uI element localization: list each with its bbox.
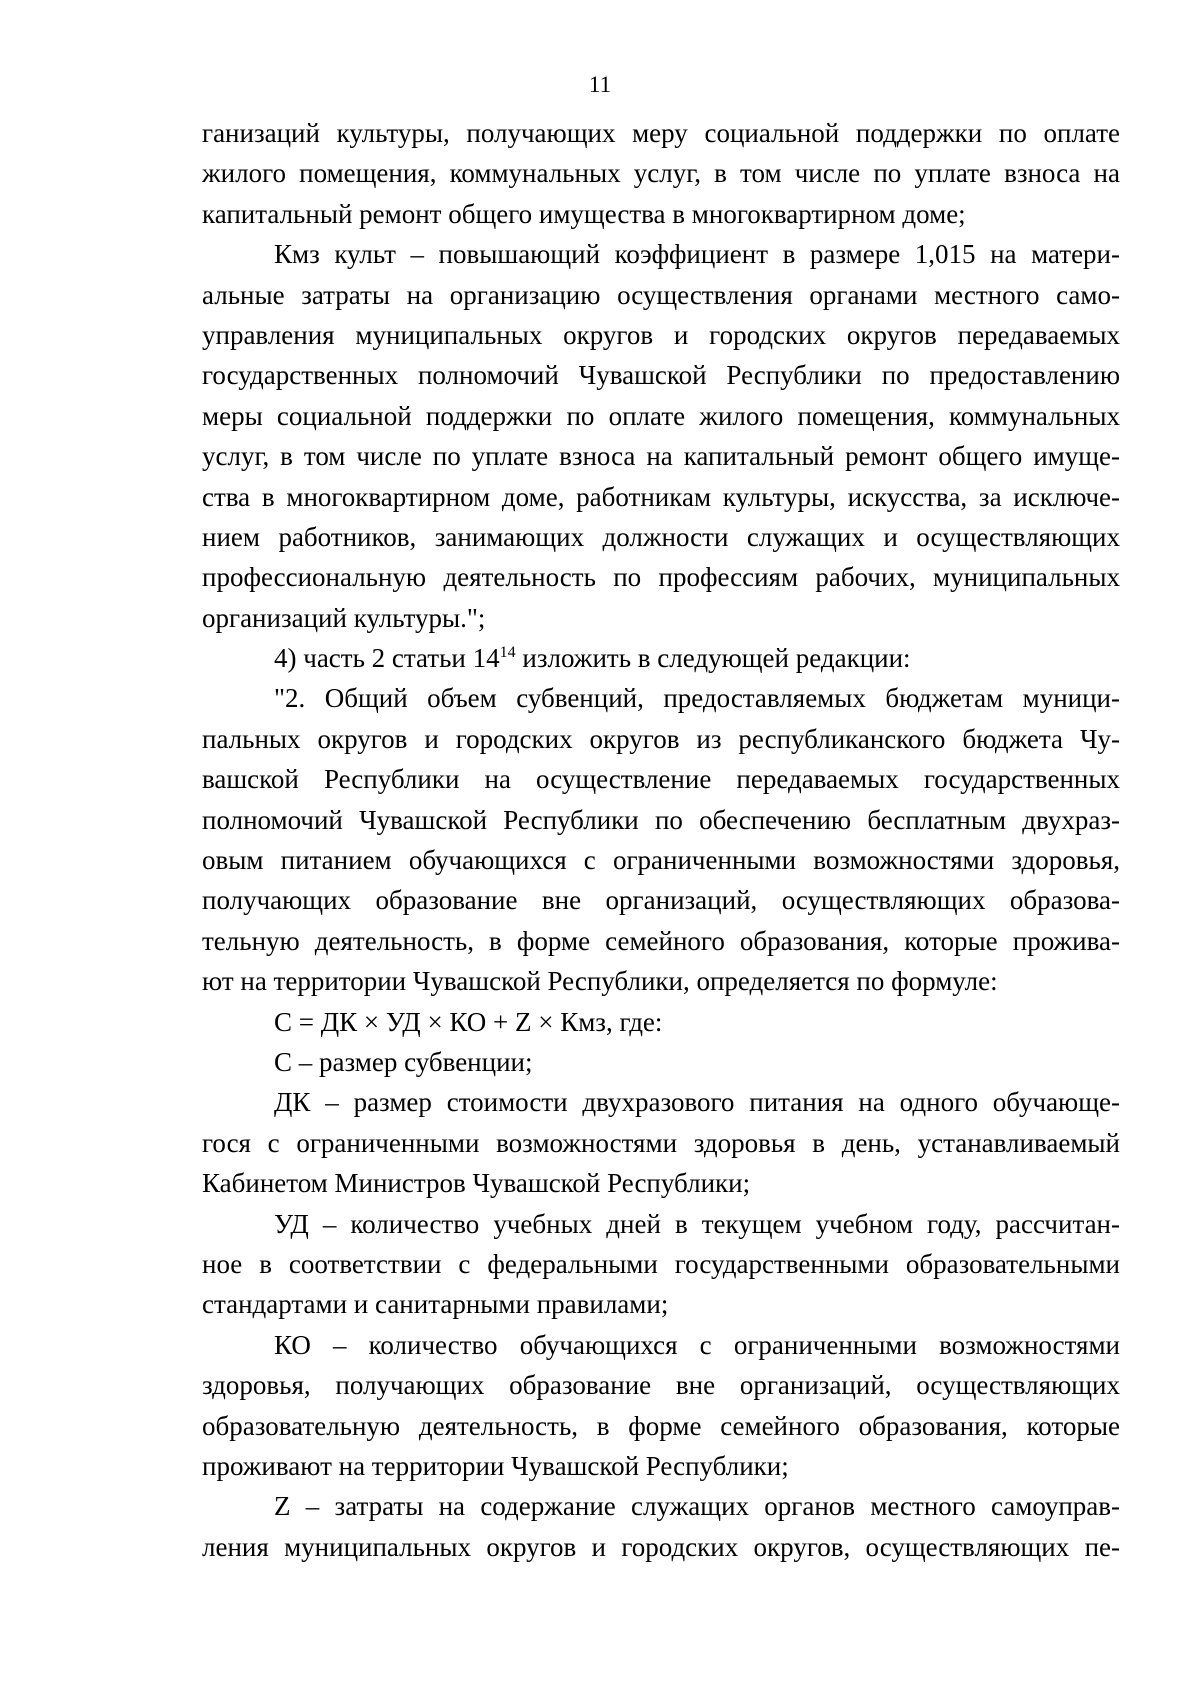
- text-line: здоровья, получающих образование вне организаций, осуществляющих: [202, 1370, 1120, 1401]
- text-line: услуг, в том числе по уплате взноса на капитальный ремонт общего имуще-: [202, 441, 1120, 472]
- document-body: [202, 113, 1120, 1567]
- text-line: Кабинетом Министров Чувашской Республики;: [202, 1168, 751, 1199]
- text-line: жилого помещения, коммунальных услуг, в том числе по уплате взноса на: [202, 158, 1120, 189]
- text-line: ное в соответствии с федеральными государственными образовательными: [202, 1248, 1120, 1279]
- text-line: "2. Общий объем субвенций, предоставляемых бюджетам муници-: [274, 683, 1120, 714]
- text-line: профессиональную деятельность по профессиям рабочих, муниципальных: [202, 562, 1120, 593]
- text-line: получающих образование вне организаций, осуществляющих образова-: [202, 885, 1120, 916]
- text-line: гося с ограниченными возможностями здоровья в день, устанавливаемый: [202, 1127, 1120, 1158]
- text-line: альные затраты на организацию осуществления органами местного само-: [202, 279, 1120, 310]
- text-line: пальных округов и городских округов из республиканского бюджета Чу-: [202, 723, 1120, 754]
- text-fragment: изложить в следующей редакции:: [515, 643, 911, 674]
- text-line: С = ДК × УД × КО + Z × Кмз, где:: [274, 1006, 663, 1037]
- text-line: управления муниципальных округов и городских округов передаваемых: [202, 319, 1120, 350]
- text-line: [202, 638, 1120, 678]
- text-line: стандартами и санитарными правилами;: [202, 1289, 669, 1320]
- text-line: ганизаций культуры, получающих меру социальной поддержки по оплате: [202, 118, 1120, 148]
- text-line: Кмз культ – повышающий коэффициент в размере 1,015 на матери-: [274, 239, 1120, 270]
- text-fragment: 4) часть 2 статьи 14: [274, 643, 500, 674]
- text-line: государственных полномочий Чувашской Республики по предоставлению: [202, 360, 1120, 391]
- text-line: ДК – размер стоимости двухразового питания на одного обучающе-: [274, 1087, 1120, 1118]
- text-line: С – размер субвенции;: [274, 1046, 533, 1077]
- text-line: меры социальной поддержки по оплате жилого помещения, коммунальных: [202, 400, 1120, 431]
- text-line: ют на территории Чувашской Республики, определяется по формуле:: [202, 966, 998, 997]
- text-line: ления муниципальных округов и городских округов, осуществляющих пе-: [202, 1531, 1120, 1562]
- text-line: КО – количество обучающихся с ограниченными возможностями: [274, 1329, 1120, 1360]
- text-line: овым питанием обучающихся с ограниченными возможностями здоровья,: [202, 845, 1120, 876]
- text-line: Z – затраты на содержание служащих органов местного самоуправ-: [274, 1491, 1120, 1522]
- text-line: тельную деятельность, в форме семейного образования, которые прожива-: [202, 925, 1120, 956]
- text-line: УД – количество учебных дней в текущем учебном году, рассчитан-: [274, 1208, 1120, 1239]
- text-line: вашской Республики на осуществление передаваемых государственных: [202, 764, 1120, 795]
- text-line: капитальный ремонт общего имущества в многоквартирном доме;: [202, 198, 966, 229]
- page-number: 11: [588, 72, 612, 97]
- text-line: образовательную деятельность, в форме семейного образования, которые: [202, 1410, 1120, 1441]
- text-line: организаций культуры.";: [202, 602, 486, 633]
- text-line: нием работников, занимающих должности служащих и осуществляющих: [202, 521, 1120, 552]
- text-line: полномочий Чувашской Республики по обеспечению бесплатным двухраз-: [202, 804, 1120, 835]
- text-line: проживают на территории Чувашской Республики;: [202, 1450, 789, 1481]
- text-line: ства в многоквартирном доме, работникам культуры, искусства, за исключе-: [202, 481, 1120, 512]
- superscript-number: 14: [499, 644, 516, 662]
